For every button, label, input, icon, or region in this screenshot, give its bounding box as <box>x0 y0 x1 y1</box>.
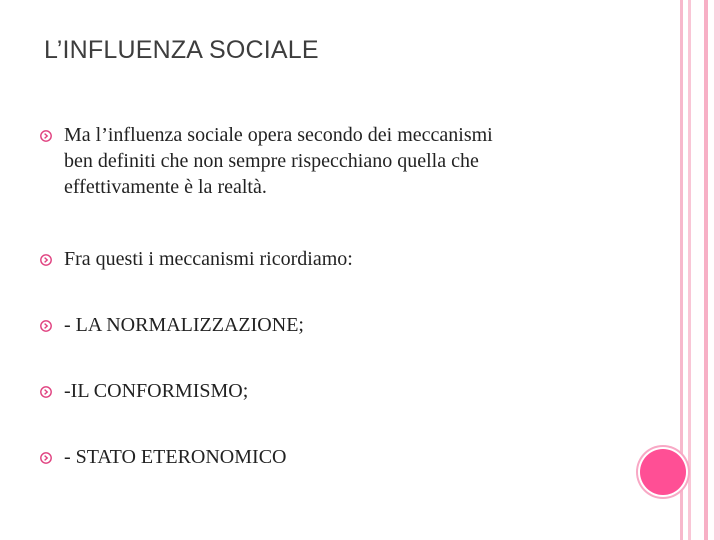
circle-arrow-bullet-icon <box>40 320 52 332</box>
bullet-text-line: ben definiti che non sempre rispecchiano quella che <box>64 150 479 172</box>
slide-title: L’INFLUENZA SOCIALE <box>44 36 319 64</box>
bullet-list <box>40 122 600 470</box>
bullet-item <box>40 122 600 200</box>
bullet-text-line: Ma l’influenza sociale opera secondo dei meccanismi <box>64 124 493 146</box>
stripe <box>704 0 708 540</box>
bullet-item <box>40 444 600 470</box>
bullet-text-line: - LA NORMALIZZAZIONE; <box>64 314 304 336</box>
circle-arrow-bullet-icon <box>40 452 52 464</box>
bullet-text-line: Fra questi i meccanismi ricordiamo: <box>64 248 353 270</box>
bullet-item <box>40 312 600 338</box>
bullet-text-line: effettivamente è la realtà. <box>64 176 267 198</box>
bullet-text-line: -IL CONFORMISMO; <box>64 380 249 402</box>
bullet-item <box>40 246 600 272</box>
decorative-side-stripes <box>680 0 720 540</box>
decorative-pink-circle <box>640 449 686 495</box>
bullet-text-line: - STATO ETERONOMICO <box>64 446 287 468</box>
circle-arrow-bullet-icon <box>40 130 52 142</box>
stripe <box>714 0 720 540</box>
stripe <box>688 0 691 540</box>
circle-arrow-bullet-icon <box>40 386 52 398</box>
circle-arrow-bullet-icon <box>40 254 52 266</box>
bullet-item <box>40 378 600 404</box>
